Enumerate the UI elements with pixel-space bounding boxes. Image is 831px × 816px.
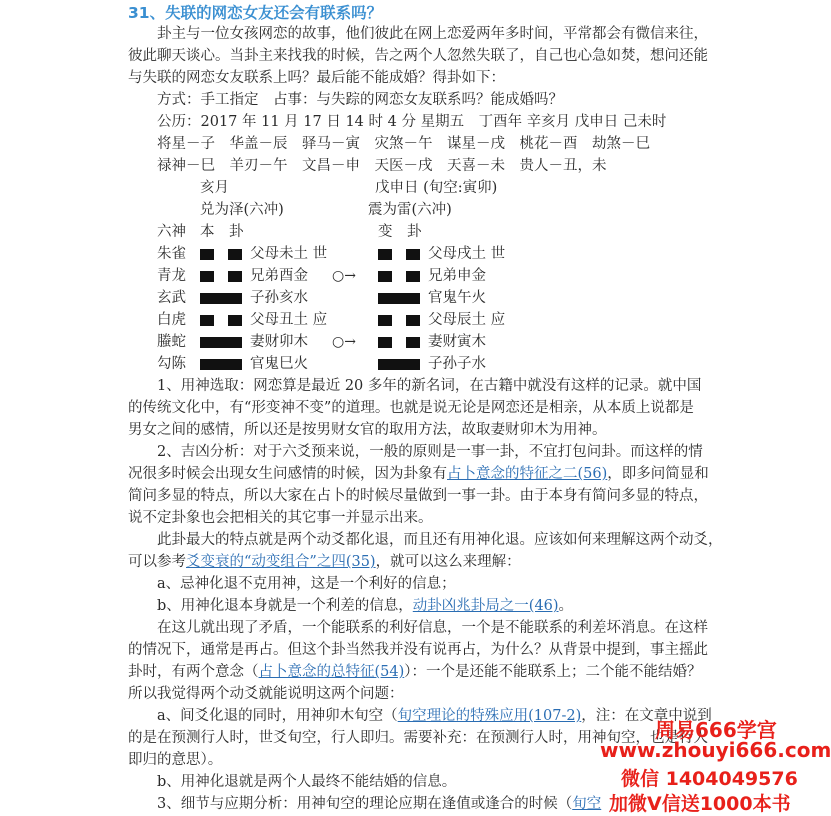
text-line: 可以参考爻变衰的“动变组合”之四(35)，就可以这么来理解： [128,554,521,570]
yin-line [378,249,420,260]
reference-link[interactable]: 爻变衰的“动变组合”之四(35) [186,554,376,570]
method-line: 方式：手工指定 占事：与失踪的网恋女友联系吗？能成婚吗？ [157,92,563,108]
moving-line-arrow-icon: ○→ [332,334,356,350]
bengua-line-label: 父母丑土 应 [250,312,328,328]
watermark-brand: 周易666学宫 [655,718,777,742]
gua-left-name: 兑为泽(六冲) [200,202,284,218]
yang-line [200,359,242,370]
yin-line [378,315,420,326]
text-line: b、用神化退本身就是一个利差的信息，动卦凶兆卦局之一(46)。 [157,598,574,614]
liushen-cell: 玄武 [157,290,186,306]
biangua-header: 变 卦 [378,224,422,240]
liushen-cell: 白虎 [157,312,186,328]
bengua-header: 本 卦 [200,224,244,240]
yang-line [200,337,242,348]
watermark-promo: 加微V信送1000本书 [609,793,791,815]
text-line: 彼此聊天谈心。当卦主来找我的时候，告之两个人忽然失联了，自己也心急如焚，想问还能 [128,48,708,64]
liushen-cell: 朱雀 [157,246,186,262]
watermark-url: www.zhouyi666.com [600,738,831,762]
liushen-cell: 螣蛇 [157,334,186,350]
yin-line [378,337,420,348]
date-line: 公历：2017 年 11 月 17 日 14 时 4 分 星期五 丁酉年 辛亥月 戊申日 己未时 [157,114,667,130]
biangua-line-label: 父母辰土 应 [428,312,506,328]
biangua-line-label: 妻财寅木 [428,334,486,350]
biangua-line-label: 父母戌土 世 [428,246,506,262]
text-line: 的是在预测行人时，世爻旬空，行人即归。需要补充：在预测行人时，用神旬空，也是行人 [128,730,708,746]
text-line: 况很多时候会出现女生问感情的时候，因为卦象有占卜意念的特征之二(56)，即多问简显和 [128,466,709,482]
text-line: 简问多显的特点，所以大家在占卜的时候尽量做到一事一卦。由于本身有简问多显的特点， [128,488,708,504]
watermark-wechat: 微信 1404049576 [621,768,798,790]
gua-right-name: 震为雷(六冲) [368,202,452,218]
liushen-header: 六神 [157,224,186,240]
biangua-line-label: 兄弟申金 [428,268,486,284]
text-line: 卦时，有两个意念（占卜意念的总特征(54)）：一个是还能不能联系上；二个能不能结婚？ [128,664,702,680]
day-label: 戊申日 (旬空:寅卯) [375,180,498,196]
yin-line [200,249,242,260]
month-label: 亥月 [200,180,229,196]
text-line: a、间爻化退的同时，用神卯木旬空（旬空理论的特殊应用(107-2)，注：在文章中说到 [157,708,712,724]
text-line: 的传统文化中，有“形变神不变”的道理。也就是说无论是网恋还是相亲，从本质上说都是 [128,400,694,416]
yin-line [200,315,242,326]
biangua-line-label: 官鬼午火 [428,290,486,306]
liushen-cell: 勾陈 [157,356,186,372]
text-line: 1、用神选取：网恋算是最近 20 多年的新名词，在古籍中就没有这样的记录。就中国 [157,378,702,394]
text-line: 男女之间的感情，所以还是按男财女官的取用方法，故取妻财卯木为用神。 [128,422,607,438]
reference-link[interactable]: 占卜意念的总特征(54) [258,664,405,680]
stars-line: 将星－子 华盖－辰 驿马－寅 灾煞－午 谋星－戌 桃花－酉 劫煞－巳 [157,136,650,152]
reference-link[interactable]: 动卦凶兆卦局之一(46) [412,598,559,614]
text-line: 此卦最大的特点就是两个动爻都化退，而且还有用神化退。应该如何来理解这两个动爻， [157,532,723,548]
bengua-line-label: 父母未土 世 [250,246,328,262]
liushen-cell: 青龙 [157,268,186,284]
text-line: 卦主与一位女孩网恋的故事，他们彼此在网上恋爱两年多时间，平常都会有微信来往， [157,26,708,42]
yang-line [378,293,420,304]
text-line: 在这儿就出现了矛盾，一个能联系的利好信息，一个是不能联系的利差坏消息。在这样 [157,620,708,636]
text-line: 说不定卦象也会把相关的其它事一并显示出来。 [128,510,433,526]
yin-line [200,271,242,282]
text-line: 所以我觉得两个动爻就能说明这两个问题： [128,686,404,702]
stars-line: 禄神－巳 羊刃－午 文昌－申 天医－戌 天喜－未 贵人－丑，未 [157,158,607,174]
bengua-line-label: 官鬼巳火 [250,356,308,372]
bengua-line-label: 兄弟酉金 [250,268,308,284]
reference-link[interactable]: 旬空 [572,796,602,812]
text-line: 3、细节与应期分析：用神旬空的理论应期在逢值或逢合的时候（旬空 [157,796,602,812]
reference-link[interactable]: 旬空理论的特殊应用(107-2) [397,708,582,724]
yin-line [378,271,420,282]
text-line: 与失联的网恋女友联系上吗？最后能不能成婚？得卦如下： [128,70,505,86]
text-line: 即归的意思）。 [128,752,223,768]
text-line: a、忌神化退不克用神，这是一个利好的信息； [157,576,456,592]
text-line: b、用神化退就是两个人最终不能结婚的信息。 [157,774,457,790]
yang-line [378,359,420,370]
text-line: 的情况下，通常是再占。但这个卦当然我并没有说再占，为什么？从背景中提到，事主摇此 [128,642,708,658]
text-line: 2、吉凶分析：对于六爻预来说，一般的原则是一事一卦，不宜打包问卦。而这样的情 [157,444,703,460]
biangua-line-label: 子孙子水 [428,356,486,372]
bengua-line-label: 妻财卯木 [250,334,308,350]
article-title: 31、失联的网恋女友还会有联系吗？ [128,4,383,22]
moving-line-arrow-icon: ○→ [332,268,356,284]
reference-link[interactable]: 占卜意念的特征之二(56) [447,466,608,482]
yang-line [200,293,242,304]
bengua-line-label: 子孙亥水 [250,290,308,306]
